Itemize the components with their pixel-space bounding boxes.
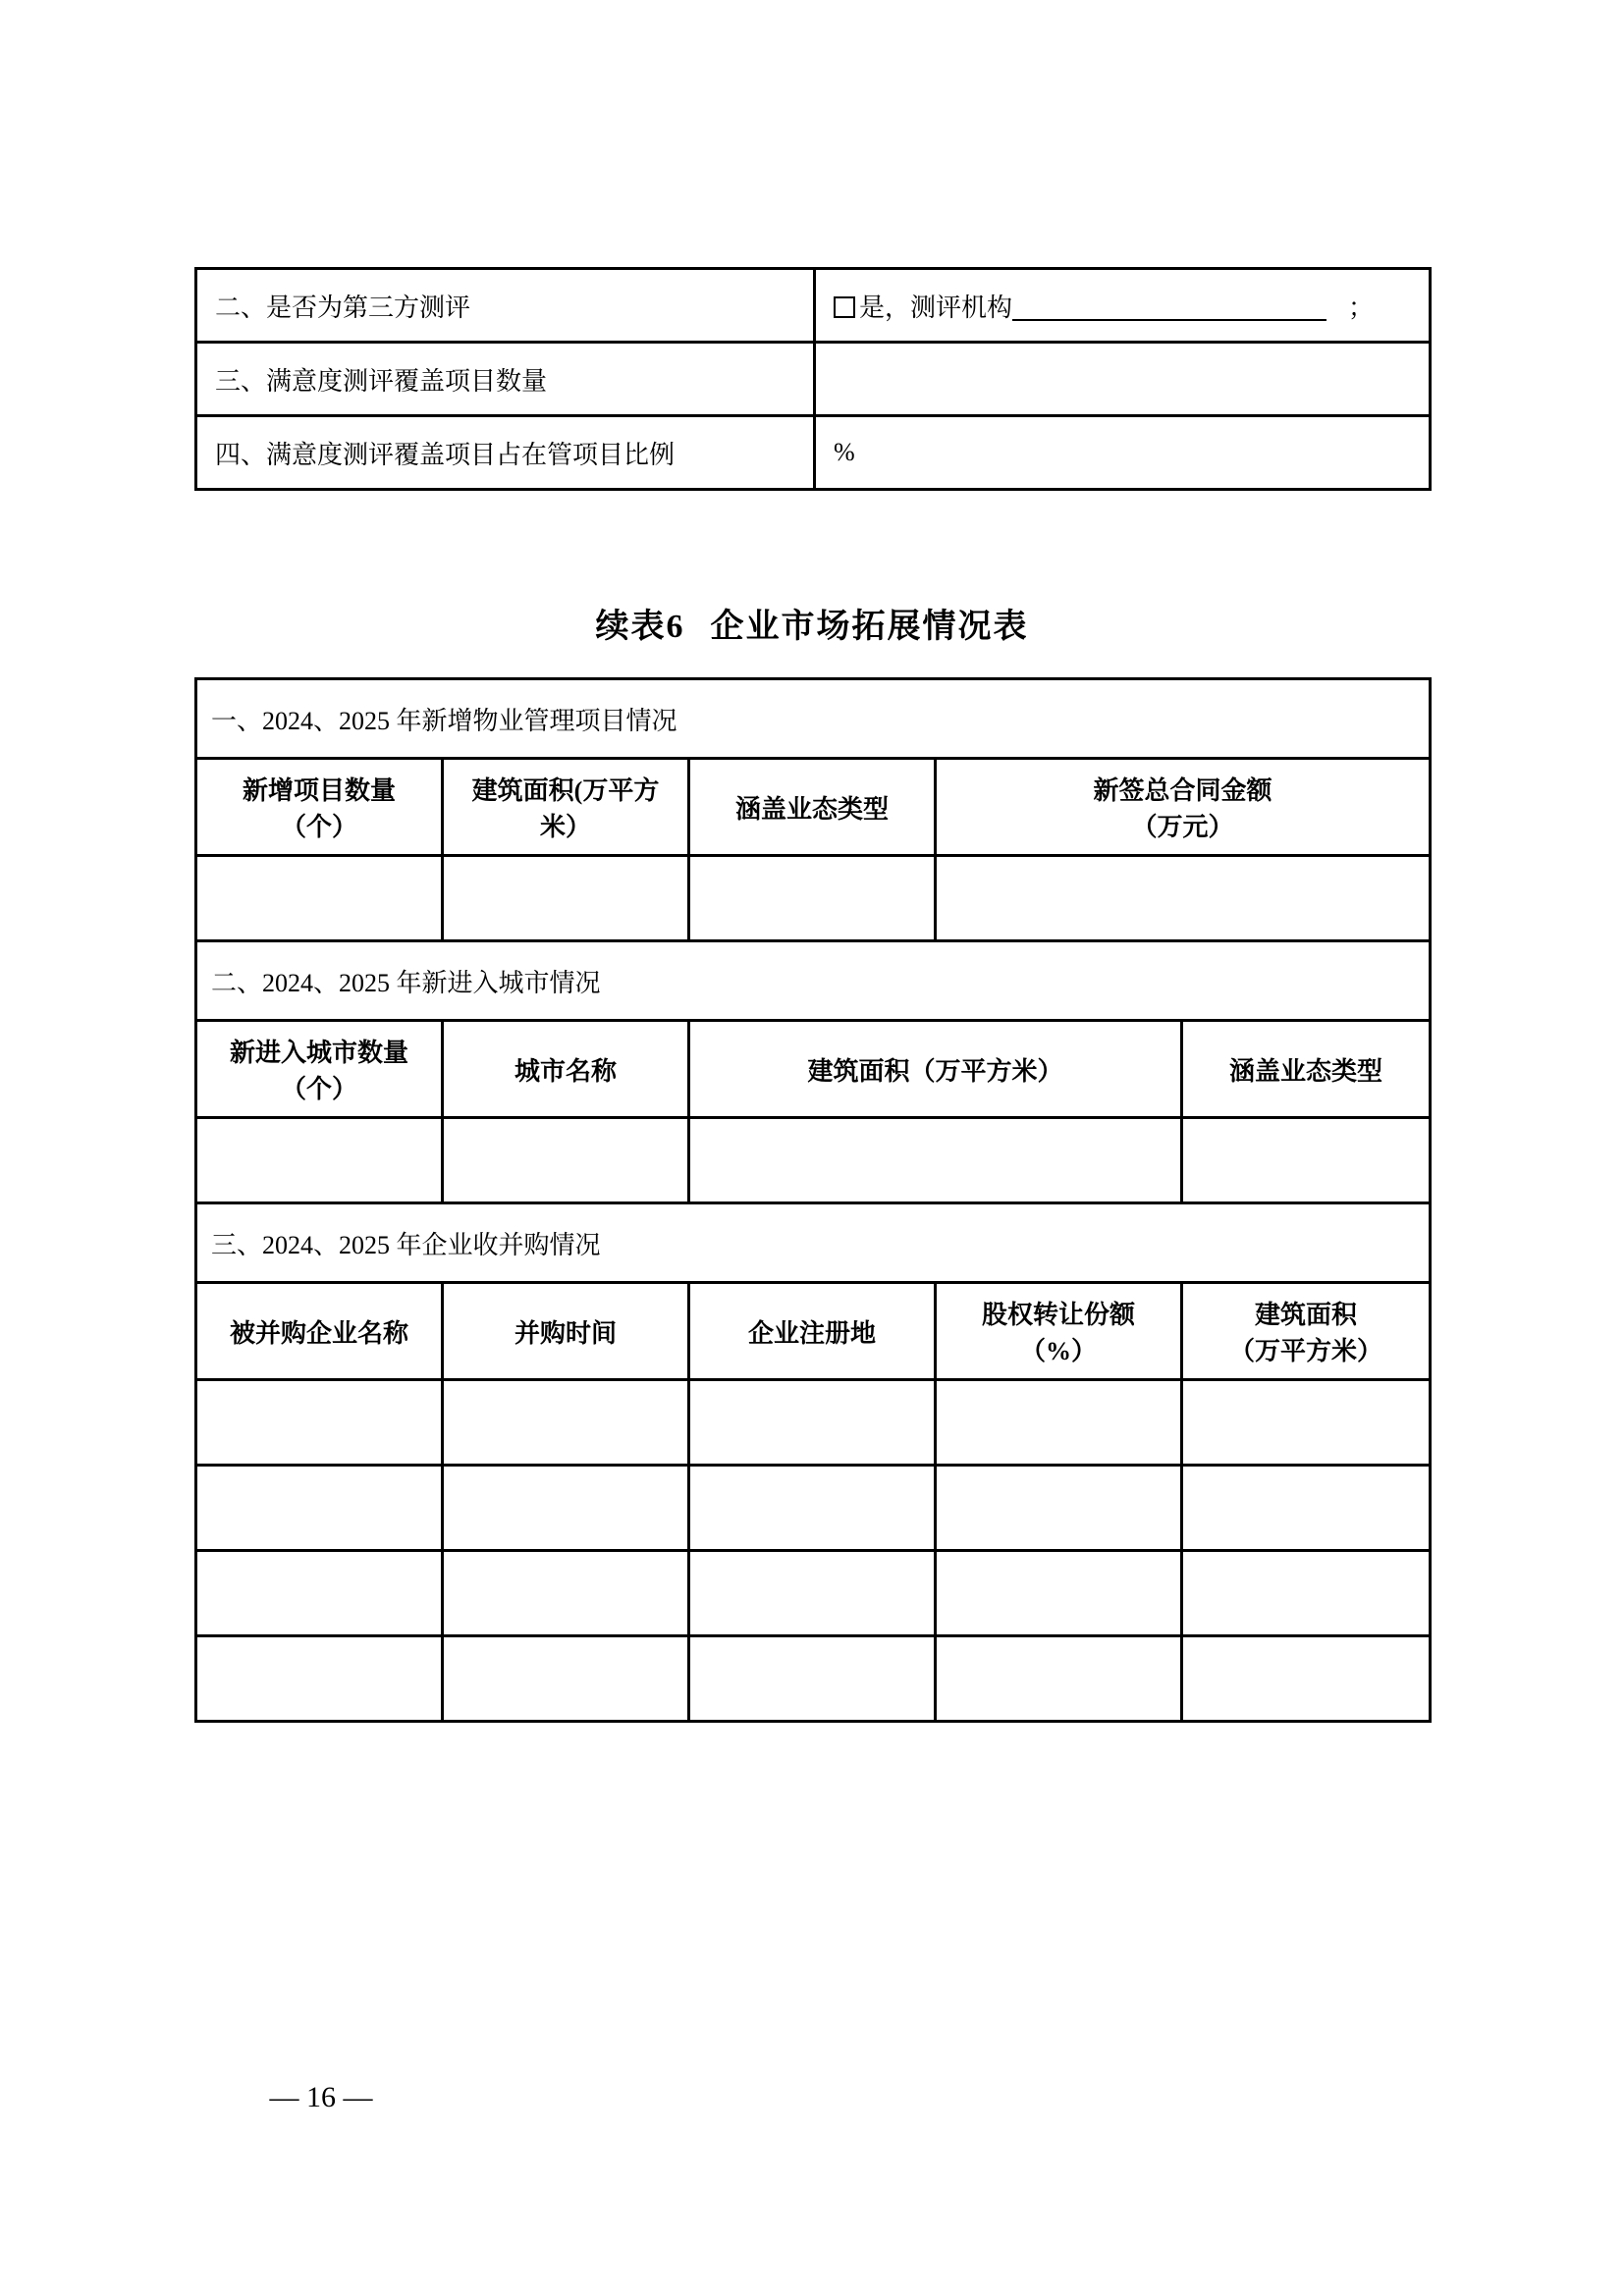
title-prefix: 续表6 bbox=[595, 609, 685, 645]
cell-equity-share[interactable] bbox=[936, 1380, 1182, 1466]
cell-new-project-count[interactable] bbox=[196, 856, 443, 941]
col-header-line: 城市名称 bbox=[514, 1056, 617, 1086]
semicolon-text: ； bbox=[1348, 293, 1375, 322]
cell-acquisition-time[interactable] bbox=[443, 1380, 689, 1466]
table-row bbox=[196, 1636, 1431, 1722]
col-header-line: 新签总合同金额 bbox=[1093, 776, 1272, 805]
table-row bbox=[196, 856, 1431, 941]
row-label-coverage-ratio: 四、满意度测评覆盖项目占在管项目比例 bbox=[196, 416, 815, 490]
col-header-line: 被并购企业名称 bbox=[229, 1318, 408, 1348]
table-row bbox=[196, 269, 1431, 343]
cell-acquisition-time[interactable] bbox=[443, 1551, 689, 1636]
col-header-new-project-count bbox=[196, 759, 443, 856]
checkbox-yes[interactable] bbox=[834, 296, 855, 318]
page-number: — 16 — bbox=[269, 2081, 373, 2113]
cell-contract-amount[interactable] bbox=[936, 856, 1431, 941]
table-row bbox=[196, 1283, 1431, 1380]
row-value-third-party-evaluation bbox=[815, 269, 1431, 343]
cell-city-name[interactable] bbox=[443, 1118, 689, 1203]
col-header-line: （%） bbox=[1019, 1337, 1097, 1365]
title-name: 企业市场拓展情况表 bbox=[710, 609, 1029, 645]
col-header-city-floor-area bbox=[689, 1021, 1182, 1118]
cell-city-business-type[interactable] bbox=[1182, 1118, 1431, 1203]
section-heading-new-cities: 二、2024、2025 年新进入城市情况 bbox=[196, 941, 1431, 1021]
checkbox-label-yes: 是，测评机构 bbox=[859, 293, 1013, 322]
col-header-line: 建筑面积(万平方米） bbox=[471, 776, 660, 841]
col-header-acquired-company bbox=[196, 1283, 443, 1380]
cell-equity-share[interactable] bbox=[936, 1636, 1182, 1722]
col-header-city-name bbox=[443, 1021, 689, 1118]
market-expansion-table bbox=[194, 677, 1432, 1723]
col-header-line: 并购时间 bbox=[514, 1318, 617, 1348]
cell-acquired-company[interactable] bbox=[196, 1380, 443, 1466]
col-header-line: （万平方米） bbox=[1229, 1337, 1383, 1365]
col-header-acquisition-time bbox=[443, 1283, 689, 1380]
section-heading-new-projects: 一、2024、2025 年新增物业管理项目情况 bbox=[196, 679, 1431, 759]
page-footer bbox=[0, 2081, 1624, 2114]
col-header-line: 建筑面积 bbox=[1255, 1301, 1358, 1329]
cell-equity-share[interactable] bbox=[936, 1466, 1182, 1551]
section-heading-acquisitions: 三、2024、2025 年企业收并购情况 bbox=[196, 1203, 1431, 1283]
cell-acquired-company[interactable] bbox=[196, 1466, 443, 1551]
cell-acquired-company[interactable] bbox=[196, 1636, 443, 1722]
table-row bbox=[196, 679, 1431, 759]
page-title bbox=[0, 599, 1624, 647]
cell-registration-place[interactable] bbox=[689, 1636, 936, 1722]
col-header-city-business-type bbox=[1182, 1021, 1431, 1118]
table-row bbox=[196, 1203, 1431, 1283]
col-header-acquisition-floor-area bbox=[1182, 1283, 1431, 1380]
cell-acquisition-time[interactable] bbox=[443, 1636, 689, 1722]
cell-acquisition-floor-area[interactable] bbox=[1182, 1380, 1431, 1466]
col-header-floor-area bbox=[443, 759, 689, 856]
col-header-equity-share bbox=[936, 1283, 1182, 1380]
col-header-business-type bbox=[689, 759, 936, 856]
table-row bbox=[196, 343, 1431, 416]
table-row bbox=[196, 759, 1431, 856]
cell-acquired-company[interactable] bbox=[196, 1551, 443, 1636]
cell-floor-area[interactable] bbox=[443, 856, 689, 941]
table-row bbox=[196, 1118, 1431, 1203]
table-row bbox=[196, 941, 1431, 1021]
cell-acquisition-floor-area[interactable] bbox=[1182, 1466, 1431, 1551]
row-value-coverage-ratio[interactable]: % bbox=[815, 416, 1431, 490]
col-header-registration-place bbox=[689, 1283, 936, 1380]
col-header-line: 新增项目数量（个） bbox=[242, 776, 396, 841]
col-header-line: 涵盖业态类型 bbox=[1229, 1056, 1383, 1086]
cell-new-city-count[interactable] bbox=[196, 1118, 443, 1203]
col-header-line: 新进入城市数量（个） bbox=[229, 1039, 408, 1103]
cell-acquisition-time[interactable] bbox=[443, 1466, 689, 1551]
row-label-third-party-evaluation: 二、是否为第三方测评 bbox=[196, 269, 815, 343]
col-header-line: （万元） bbox=[1131, 813, 1234, 841]
row-label-covered-project-count: 三、满意度测评覆盖项目数量 bbox=[196, 343, 815, 416]
table-row bbox=[196, 416, 1431, 490]
cell-city-floor-area[interactable] bbox=[689, 1118, 1182, 1203]
cell-acquisition-floor-area[interactable] bbox=[1182, 1636, 1431, 1722]
col-header-line: 涵盖业态类型 bbox=[734, 794, 889, 824]
col-header-contract-amount bbox=[936, 759, 1431, 856]
satisfaction-survey-table bbox=[194, 267, 1432, 491]
col-header-new-city-count bbox=[196, 1021, 443, 1118]
table-row bbox=[196, 1021, 1431, 1118]
cell-acquisition-floor-area[interactable] bbox=[1182, 1551, 1431, 1636]
cell-registration-place[interactable] bbox=[689, 1551, 936, 1636]
cell-business-type[interactable] bbox=[689, 856, 936, 941]
cell-registration-place[interactable] bbox=[689, 1466, 936, 1551]
col-header-line: 企业注册地 bbox=[747, 1318, 876, 1348]
row-value-covered-project-count[interactable] bbox=[815, 343, 1431, 416]
evaluation-agency-input[interactable] bbox=[1012, 294, 1326, 321]
table-row bbox=[196, 1551, 1431, 1636]
table-row bbox=[196, 1380, 1431, 1466]
col-header-line: 股权转让份额 bbox=[981, 1301, 1135, 1329]
col-header-line: 建筑面积（万平方米） bbox=[807, 1056, 1063, 1086]
cell-equity-share[interactable] bbox=[936, 1551, 1182, 1636]
cell-registration-place[interactable] bbox=[689, 1380, 936, 1466]
table-row bbox=[196, 1466, 1431, 1551]
